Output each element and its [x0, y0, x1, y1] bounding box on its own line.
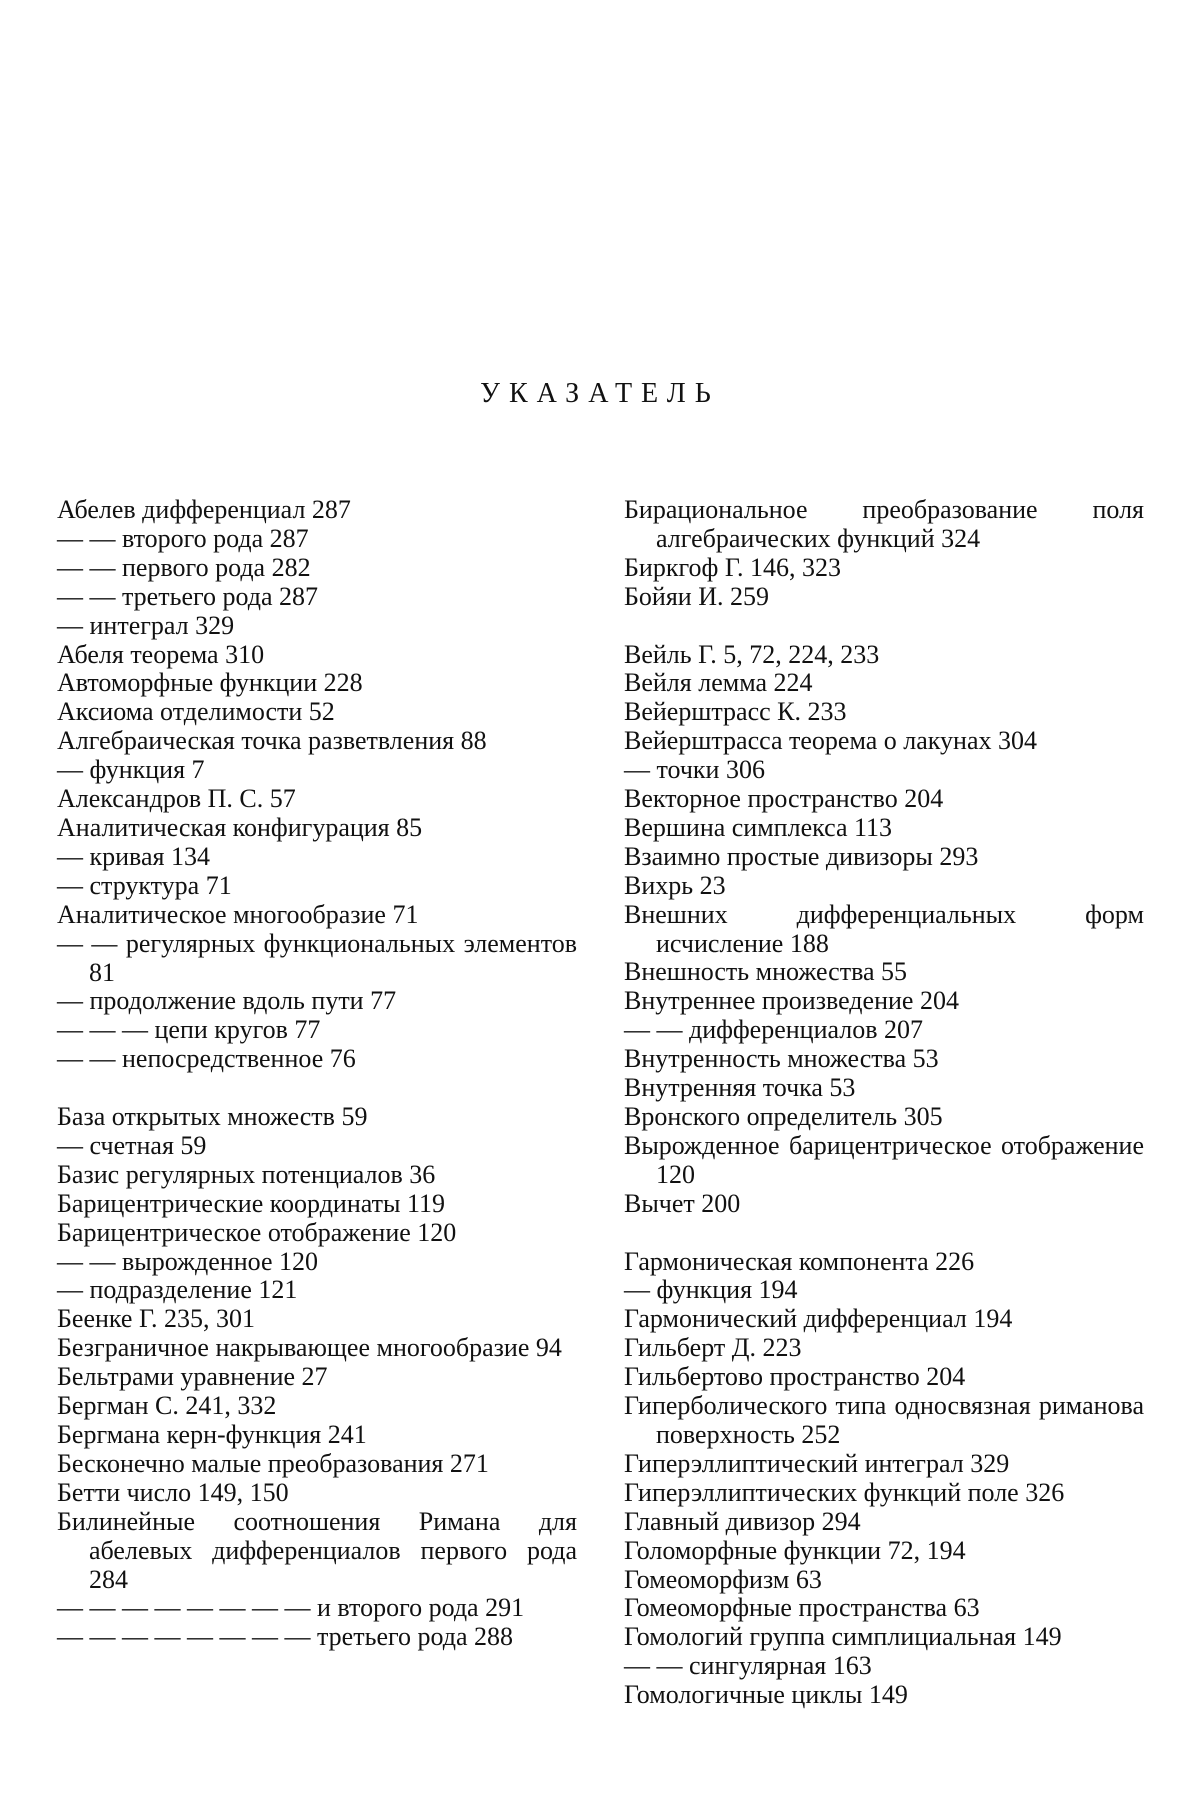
index-entry: Бирациональное преобразование поля алгебраических функций 324 — [624, 495, 1144, 553]
index-entry: — точки 306 — [624, 755, 765, 785]
index-entry: Аналитическая конфигурация 85 — [57, 812, 423, 842]
index-entry: Бергман С. 241, 332 — [57, 1391, 277, 1421]
index-entry: Гильберт Д. 223 — [624, 1333, 802, 1363]
index-entry: Вычет 200 — [624, 1188, 741, 1218]
index-entry: — — дифференциалов 207 — [624, 1015, 924, 1045]
index-entry: Взаимно простые дивизоры 293 — [624, 841, 979, 871]
index-entry: Беенке Г. 235, 301 — [57, 1304, 256, 1334]
index-entry: Бельтрами уравнение 27 — [57, 1362, 328, 1392]
index-entry: Биркгоф Г. 146, 323 — [624, 552, 841, 582]
index-entry: — — второго рода 287 — [57, 523, 309, 553]
index-entry: Внутренность множества 53 — [624, 1044, 939, 1074]
index-entry: — — — — — — — — третьего рода 288 — [57, 1622, 514, 1652]
index-entry: Внутренняя точка 53 — [624, 1073, 856, 1103]
index-entry: Внешность множества 55 — [624, 957, 908, 987]
index-entry: — — — — — — — — и второго рода 291 — [57, 1593, 525, 1623]
index-entry: — счетная 59 — [57, 1130, 207, 1160]
index-entry: Абелев дифференциал 287 — [57, 495, 351, 524]
index-entry: Гиперэллиптический интеграл 329 — [624, 1448, 1010, 1478]
index-entry: Вейерштрасс К. 233 — [624, 697, 847, 727]
index-entry: Алгебраическая точка разветвления 88 — [57, 726, 487, 756]
index-entry: Вронского определитель 305 — [624, 1102, 943, 1132]
index-entry: Гомологичные циклы 149 — [624, 1680, 908, 1710]
index-entry: База открытых множеств 59 — [57, 1102, 368, 1132]
index-entry: — — — цепи кругов 77 — [57, 1015, 321, 1045]
index-entry: — интеграл 329 — [57, 610, 235, 640]
index-column-left — [57, 496, 577, 1652]
index-entry: Аксиома отделимости 52 — [57, 697, 335, 727]
index-entry: — продолжение вдоль пути 77 — [57, 986, 397, 1016]
index-entry: — — первого рода 282 — [57, 552, 311, 582]
index-entry: Гомологий группа симплициальная 149 — [624, 1622, 1062, 1652]
index-entry: — функция 194 — [624, 1275, 798, 1305]
index-entry: Вырожденное барицентрическое отображение 120 — [624, 1130, 1144, 1189]
index-entry: Бесконечно малые преобразования 271 — [57, 1448, 489, 1478]
index-entry: Абеля теорема 310 — [57, 639, 265, 669]
index-entry: Билинейные соотношения Римана для абелевых дифференциалов первого рода 284 — [57, 1506, 577, 1594]
index-entry: Гиперэллиптических функций поле 326 — [624, 1477, 1065, 1507]
index-entry: Гильбертово пространство 204 — [624, 1362, 966, 1392]
index-entry: — — сингулярная 163 — [624, 1651, 872, 1681]
index-entry: Гармоническая компонента 226 — [624, 1246, 975, 1276]
index-entry: Бойяи И. 259 — [624, 581, 769, 611]
index-entry: — — третьего рода 287 — [57, 581, 319, 611]
index-entry: Безграничное накрывающее многообразие 94 — [57, 1333, 562, 1363]
index-entry: Вершина симплекса 113 — [624, 812, 893, 842]
index-entry: Александров П. С. 57 — [57, 784, 296, 814]
index-entry: Вихрь 23 — [624, 870, 726, 900]
index-entry: Вейль Г. 5, 72, 224, 233 — [624, 639, 880, 669]
index-entry: Базис регулярных потенциалов 36 — [57, 1159, 436, 1189]
index-entry: Автоморфные функции 228 — [57, 668, 363, 698]
index-entry: Гиперболического типа односвязная риманова поверхность 252 — [624, 1391, 1144, 1449]
index-entry: Векторное пространство 204 — [624, 784, 944, 814]
index-entry: — подразделение 121 — [57, 1275, 298, 1305]
index-column-right — [624, 496, 1144, 1710]
index-entry: — — непосредственное 76 — [57, 1044, 356, 1074]
index-entry: Гомеоморфизм 63 — [624, 1564, 822, 1594]
index-entry: Бетти число 149, 150 — [57, 1477, 289, 1507]
index-entry: Главный дивизор 294 — [624, 1506, 861, 1536]
index-entry: Барицентрические координаты 119 — [57, 1188, 445, 1218]
index-entry: Внешних дифференциальных форм исчисление 188 — [624, 899, 1144, 958]
index-entry: Внутреннее произведение 204 — [624, 986, 959, 1016]
index-entry: Бергмана керн-функция 241 — [57, 1419, 367, 1449]
index-entry: — — регулярных функциональных элементов 81 — [57, 928, 577, 987]
index-entry: — — вырожденное 120 — [57, 1246, 319, 1276]
index-heading: УКАЗАТЕЛЬ — [480, 378, 720, 409]
index-entry: Гармонический дифференциал 194 — [624, 1304, 1013, 1334]
index-entry: — функция 7 — [57, 755, 205, 785]
index-entry: Вейерштрасса теорема о лакунах 304 — [624, 726, 1038, 756]
index-entry: Голоморфные функции 72, 194 — [624, 1535, 966, 1565]
index-entry: — структура 71 — [57, 870, 232, 900]
index-entry: Вейля лемма 224 — [624, 668, 813, 698]
index-entry: Барицентрическое отображение 120 — [57, 1217, 457, 1247]
index-entry: Гомеоморфные пространства 63 — [624, 1593, 980, 1623]
index-entry: Аналитическое многообразие 71 — [57, 899, 419, 929]
index-entry: — кривая 134 — [57, 841, 210, 871]
